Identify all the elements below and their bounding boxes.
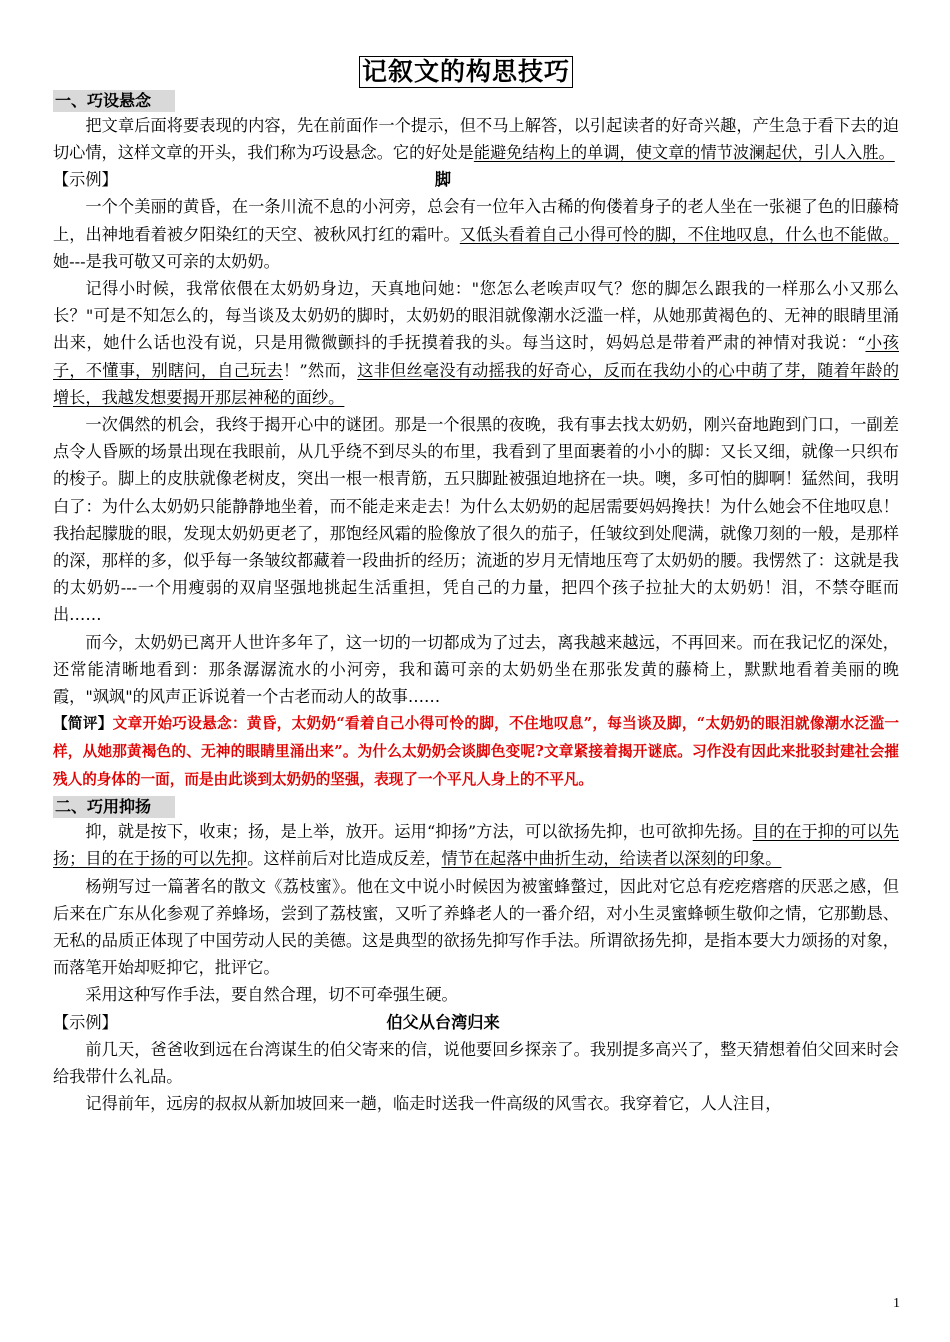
comment-block — [53, 710, 899, 794]
section-heading-1: 一、巧设悬念 — [53, 90, 175, 112]
underlined-text: 小孩子，不懂事，别瞎问，自己玩去 — [53, 333, 899, 380]
document-page — [53, 56, 899, 1117]
title-container — [33, 56, 899, 90]
essay-paragraph-4: 而今，太奶奶已离开人世许多年了，这一切的一切都成为了过去，离我越来越远，不再回来。而在我记忆的深处，还常能清晰地看到：那条潺潺流水的小河旁，我和蔼可亲的太奶奶坐在那张发黄的藤椅上，默默地看着美丽的晚霞，"飒飒"的风声正诉说着一个古老而动人的故事…… — [53, 632, 899, 707]
example-title: 伯父从台湾归来 — [386, 1012, 500, 1032]
comment-text: 文章开始巧设悬念：黄昏，太奶奶“看着自己小得可怜的脚，不住地叹息”，每当谈及脚，“太奶奶的眼泪就像潮水泛滥一样，从她那黄褐色的、无神的眼睛里涌出来”。为什么太奶奶会谈脚色变呢?文章紧接着揭开谜底。习作没有因此来批驳封建社会摧残人的身体的一面，而是由此谈到太奶奶的坚强，表现了一个平凡人身上的不平凡。 — [53, 715, 899, 789]
paragraph-text: 抑，就是按下，收束；扬，是上举，放开。运用“抑扬”方法，可以欲扬先抑，也可欲抑先扬。 — [85, 822, 753, 842]
underlined-text: 目的在于抑的可以先扬；目的在于扬的可以先抑 — [53, 822, 899, 869]
example-tag: 【示例】 — [53, 170, 118, 190]
example-title: 脚 — [434, 170, 452, 190]
example-header-2 — [53, 1009, 899, 1036]
paragraph-text: 记得小时候，我常依偎在太奶奶身边，天真地问她："您怎么老唉声叹气？您的脚怎么跟我的一样那么小又那么长？"可是不知怎么的，每当谈及太奶奶的脚时，太奶奶的眼泪就像潮水泛滥一样，从她那黄褐色的、无神的眼睛里涌出来，她什么话也没有说，只是用微微颤抖的手抚摸着我的头。每当这时，妈妈总是带着严肃的神情对我说：“ — [53, 279, 899, 353]
paragraph-text: 她---是我可敬又可亲的太奶奶。 — [53, 251, 280, 271]
paragraph-text: ！”然而， — [282, 360, 358, 380]
essay-paragraph-1 — [53, 193, 899, 275]
paragraph-text: 。这样前后对比造成反差， — [247, 849, 442, 869]
section-1-intro — [53, 112, 899, 166]
page-number: 1 — [893, 1296, 900, 1311]
essay-paragraph-2 — [53, 275, 899, 411]
example-tag: 【示例】 — [53, 1012, 118, 1032]
underlined-text: 情节在起落中曲折生动，给读者以深刻的印象。 — [441, 849, 782, 869]
page-title: 记叙文的构思技巧 — [359, 56, 573, 88]
underlined-text: 这非但丝毫没有动摇我的好奇心，反而在我幼小的心中萌了芽，随着年龄的增长，我越发想要揭开那层神秘的面纱。 — [53, 360, 899, 407]
section-2-intro — [53, 818, 899, 872]
section-2-paragraph-4: 前几天，爸爸收到远在台湾谋生的伯父寄来的信，说他要回乡探亲了。我别提多高兴了，整天猜想着伯父回来时会给我带什么礼品。 — [53, 1039, 899, 1086]
intro-underlined-text: 能避免结构上的单调，使文章的情节波澜起伏，引人入胜。 — [473, 143, 895, 163]
example-header-1 — [53, 166, 899, 193]
section-2-paragraph-2: 杨朔写过一篇著名的散文《荔枝蜜》。他在文中说小时候因为被蜜蜂螫过，因此对它总有疙疙瘩瘩的厌恶之感，但后来在广东从化参观了养蜂场，尝到了荔枝蜜，又听了养蜂老人的一番介绍，对小生灵蜜蜂顿生敬仰之情，它那勤恳、无私的品质正体现了中国劳动人民的美德。这是典型的欲扬先抑写作手法。所谓欲扬先抑，是指本要大力颂扬的对象，而落笔开始却贬抑它，批评它。 — [53, 876, 899, 978]
section-2-paragraph-5: 记得前年，远房的叔叔从新加坡回来一趟，临走时送我一件高级的风雪衣。我穿着它，人人注目， — [85, 1094, 782, 1114]
intro-text: 把文章后面将要表现的内容，先在前面作一个提示，但不马上解答，以引起读者的好奇兴趣，产生急于看下去的迫切心情，这样文章的开头，我们称为巧设悬念。它的好处是 — [53, 116, 899, 163]
paragraph-text: 一个个美丽的黄昏，在一条川流不息的小河旁，总会有一位年入古稀的佝偻着身子的老人坐在一张褪了色的旧藤椅上，出神地看着被夕阳染红的天空、被秋风打红的霜叶。 — [53, 197, 899, 244]
section-heading-2: 二、巧用抑扬 — [53, 796, 175, 818]
section-2-paragraph-3: 采用这种写作手法，要自然合理，切不可牵强生硬。 — [85, 985, 458, 1005]
underlined-text: 又低头看着自己小得可怜的脚，不住地叹息，什么也不能做。 — [459, 224, 900, 244]
comment-tag: 【简评】 — [53, 715, 113, 733]
essay-paragraph-3: 一次偶然的机会，我终于揭开心中的谜团。那是一个很黑的夜晚，我有事去找太奶奶，刚兴奋地跑到门口，一副差点令人昏厥的场景出现在我眼前，从几乎绕不到尽头的布里，我看到了里面裹着的小小的脚：又长又细，就像一只织布的梭子。脚上的皮肤就像老树皮，突出一根一根青筋，五只脚趾被强迫地挤在一块。噢，多可怕的脚啊！猛然间，我明白了：为什么太奶奶只能静静地坐着，而不能走来走去！为什么太奶奶的起居需要妈妈搀扶！为什么她会不住地叹息！我抬起朦胧的眼，发现太奶奶更老了，那饱经风霜的脸像放了很久的茄子，任皱纹到处爬满，就像刀刻的一般，是那样的深，那样的多，似乎每一条皱纹都藏着一段曲折的经历；流逝的岁月无情地压弯了太奶奶的腰。我愣然了：这就是我的太奶奶---一个用瘦弱的双肩坚强地挑起生活重担，凭自己的力量，把四个孩子拉扯大的太奶奶！泪，不禁夺眶而出…… — [53, 415, 899, 625]
